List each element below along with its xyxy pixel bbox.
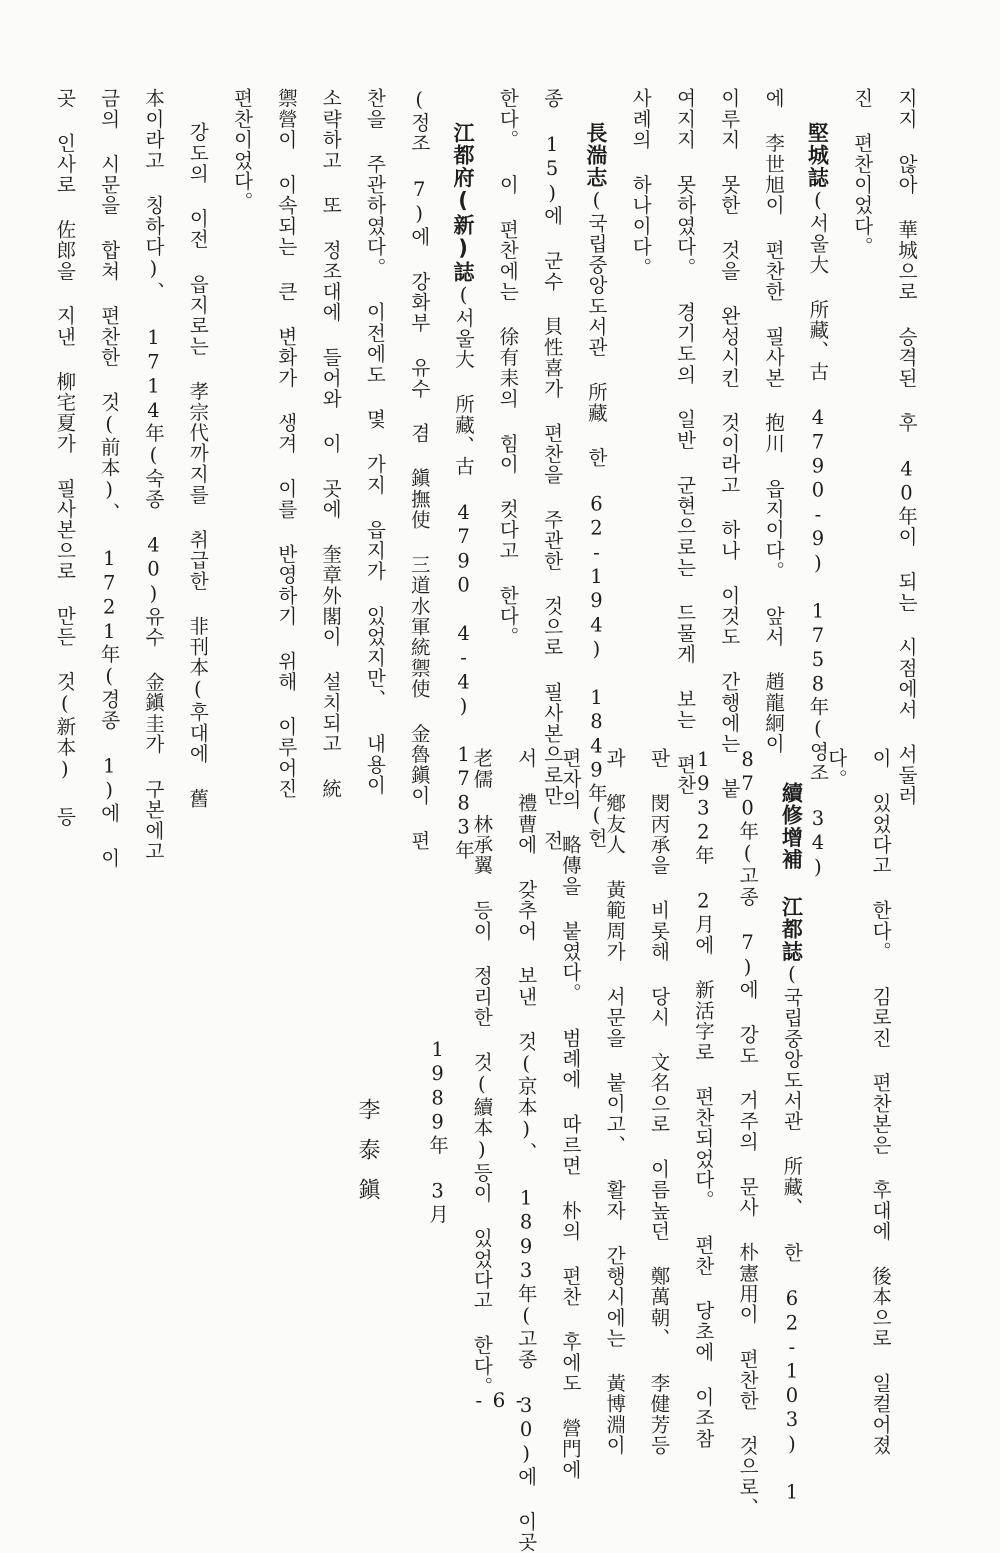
text-column xyxy=(839,88,883,708)
text-column xyxy=(503,748,547,1553)
text-column xyxy=(441,88,485,861)
text-column xyxy=(548,748,592,1480)
text-column xyxy=(42,88,86,827)
text-column xyxy=(529,88,573,851)
text-column xyxy=(219,88,263,708)
text-column xyxy=(592,748,636,1456)
text-column xyxy=(459,748,503,1397)
column-text: 소략하고 또 정조대에 들어와 이 곳에 奎章外閣이 설치되고 統 xyxy=(319,88,343,800)
column-text: 판 閔丙承을 비롯해 당시 文名으로 이름높던 鄭萬朝、 李健芳등 xyxy=(647,748,671,1456)
text-column xyxy=(636,748,680,1456)
text-column xyxy=(813,748,857,1348)
column-text: 서 禮曹에 갖추어 보낸 것(京本)、 1893年(고종 30)에 이곳 xyxy=(514,748,538,1553)
column-text: 禦營이 이속되는 큰 변화가 생겨 이를 반영하기 위해 이루어진 xyxy=(274,88,298,800)
column-text: 찬을 주관하였다。 이전에도 몇 가지 읍지가 있었지만、 내용이 xyxy=(363,88,387,796)
section-heading: 江都府(新)誌 xyxy=(451,122,476,284)
column-text: 여지지 못하였다。 경기도의 일반 군현으로는 드물게 보는 편찬 xyxy=(673,88,697,796)
text-column xyxy=(662,88,706,796)
section-heading: 續修增補 江都誌 xyxy=(779,782,804,963)
column-text: 사례의 하나이다。 xyxy=(629,88,653,278)
column-text: 이루지 못한 것을 완성시킨 것이라고 하나 이것도 간행에는 붙 xyxy=(717,88,741,800)
column-text: 1932年 2月에 新活字로 편찬되었다。 편찬 당초에 이조참 xyxy=(691,748,715,1449)
column-text: 진 편찬이었다。 xyxy=(850,88,874,258)
column-text: 곳 인사로 佐郎을 지낸 柳宅夏가 필사본으로 만든 것(新本) 등 xyxy=(53,88,77,827)
column-text: (국립중앙도서관 所藏、 한 62-103) 1 xyxy=(780,962,804,1505)
text-column xyxy=(86,88,130,869)
column-text: 한다。 이 편찬에는 徐有耒의 힘이 컷다고 한다。 xyxy=(496,88,520,648)
text-column xyxy=(707,88,751,800)
text-column xyxy=(618,88,662,708)
text-column xyxy=(795,88,839,880)
section-heading: 長湍志 xyxy=(583,122,608,189)
text-column xyxy=(175,88,219,809)
text-column xyxy=(681,748,725,1449)
column-text: 에 李世旭이 편찬한 필사본 抱川 읍지이다。 앞서 趙龍絅이 xyxy=(762,88,786,755)
section-heading: 堅城誌 xyxy=(805,122,830,189)
text-column xyxy=(131,88,175,862)
column-text: 지지 않아 華城으로 승격된 후 40年이 되는 시점에서 서둘러 xyxy=(895,88,918,807)
column-text: 과 鄕友人 黃範周가 서문을 붙이고、 활자 간행시에는 黃博淵이 xyxy=(603,748,627,1456)
column-text: (국립중앙도서관 所藏 한 62-194) 1849年(헌 xyxy=(584,188,608,849)
signature-date: 1989年 3月 xyxy=(426,1038,450,1225)
column-text: (정조 7)에 강화부 유수 겸 鎭撫使 三道水軍統禦使 金魯鎭이 편 xyxy=(407,88,431,851)
text-column xyxy=(858,748,902,1456)
column-text: 종 15)에 군수 貝性喜가 편찬을 주관한 것으로 필사본으로만 전 xyxy=(540,88,564,851)
text-column xyxy=(725,748,769,1518)
text-column xyxy=(396,88,440,851)
column-text: 강도의 이전 읍지로는 孝宗代까지를 취급한 非刊本(후대에 舊 xyxy=(186,122,210,809)
column-text: 이 있었다고 한다。 김로진 편찬본은 후대에 後本으로 일컬어졌 xyxy=(869,748,892,1456)
column-text: (서울大 所藏、古 4790 4-4) 1783年 xyxy=(452,283,476,861)
text-column xyxy=(308,88,352,800)
column-text: 本이라고 칭하다)、 1714年(숙종 40)유수 金鎭圭가 구본에고 xyxy=(141,88,165,862)
column-text: 금의 시문을 합쳐 편찬한 것(前本)、 1721年(경종 1)에 이 xyxy=(97,88,121,869)
text-block-bottom xyxy=(345,748,902,1553)
column-text: 870年(고종 7)에 강도 거주의 문사 朴憲用이 편찬한 것으로、 xyxy=(736,748,760,1518)
column-text: 편자의 略傳을 붙였다。 범례에 따르면 朴의 편찬 후에도 營門에 xyxy=(558,748,582,1480)
text-column xyxy=(769,748,813,1505)
page-number: - 6 - xyxy=(475,1388,525,1412)
column-text: 편찬이었다。 xyxy=(230,88,254,213)
text-column xyxy=(574,88,618,849)
text-column xyxy=(352,88,396,796)
column-text: 다。 xyxy=(824,748,848,790)
column-text: (서울大 所藏、古 4790-9) 1758年(영조 34) xyxy=(806,188,830,880)
author-name: 李泰鎭 xyxy=(355,1098,381,1218)
text-column xyxy=(751,88,795,755)
text-column xyxy=(264,88,308,800)
text-column xyxy=(485,88,529,708)
column-text: 老儒 林承翼 등이 정리한 것(續本)등이 있었다고 한다。 xyxy=(470,748,494,1397)
text-column xyxy=(884,88,928,807)
